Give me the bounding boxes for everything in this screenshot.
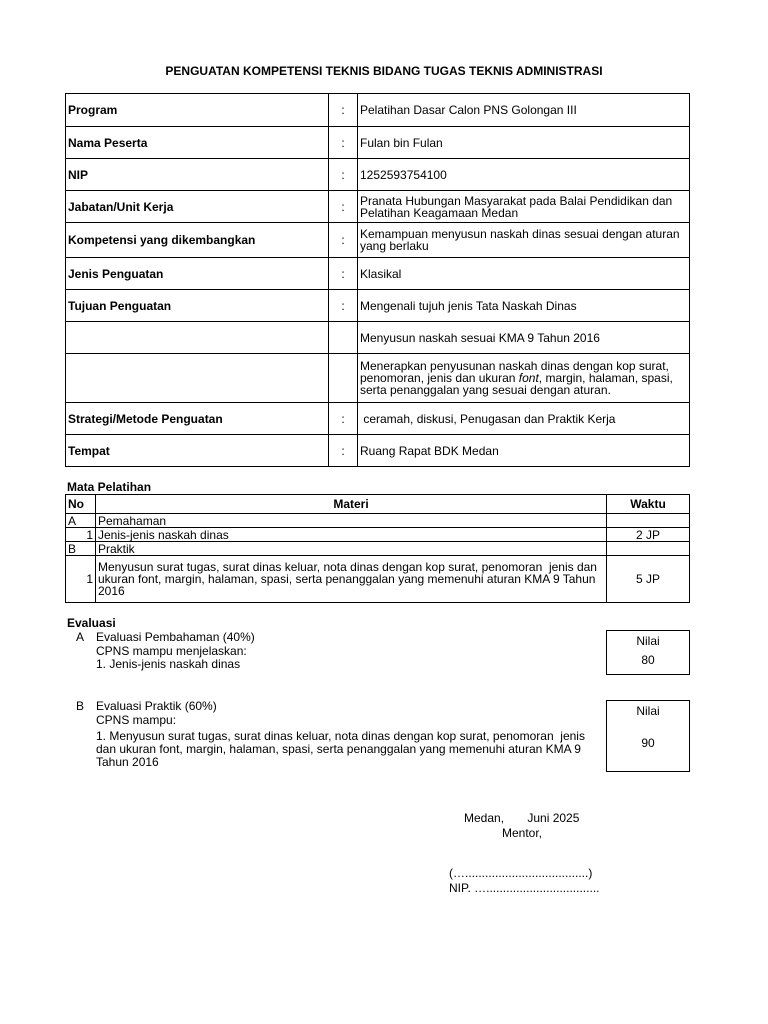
evaluasi-b-title: Evaluasi Praktik (60%) xyxy=(96,699,217,713)
info-value: 1252593754100 xyxy=(358,159,690,191)
info-colon: : xyxy=(329,403,358,435)
info-label: Jenis Penguatan xyxy=(66,258,329,290)
info-value: Mengenali tujuh jenis Tata Naskah Dinas xyxy=(358,290,690,322)
info-label: Jabatan/Unit Kerja xyxy=(66,191,329,223)
cell-waktu: 2 JP xyxy=(607,528,690,542)
cell-no: 1 xyxy=(66,528,96,542)
evaluasi-b-intro: CPNS mampu: xyxy=(96,713,177,727)
evaluasi-heading: Evaluasi xyxy=(67,616,116,630)
info-value: Klasikal xyxy=(358,258,690,290)
info-colon: : xyxy=(329,290,358,322)
info-colon: : xyxy=(329,223,358,258)
info-label: Program xyxy=(66,94,329,127)
table-header-row xyxy=(66,495,690,514)
info-row-jenis xyxy=(66,258,690,290)
info-row-strategi xyxy=(66,403,690,435)
info-colon xyxy=(329,322,358,354)
info-row-jabatan xyxy=(66,191,690,223)
info-colon: : xyxy=(329,435,358,467)
table-row xyxy=(66,542,690,556)
table-row xyxy=(66,556,690,603)
info-label: NIP xyxy=(66,159,329,191)
cell-waktu: 5 JP xyxy=(607,556,690,603)
signature-place-date: Medan, Juni 2025 xyxy=(464,811,580,825)
info-colon: : xyxy=(329,127,358,159)
signature-name-line: (….....................................) xyxy=(449,866,593,880)
info-value: Ruang Rapat BDK Medan xyxy=(358,435,690,467)
info-value: ceramah, diskusi, Penugasan dan Praktik Kerja xyxy=(358,403,690,435)
info-label: Kompetensi yang dikembangkan xyxy=(66,223,329,258)
evaluasi-a-intro: CPNS mampu menjelaskan: xyxy=(96,644,247,658)
info-label xyxy=(66,354,329,403)
evaluasi-b-letter: B xyxy=(76,699,85,713)
cell-materi: Praktik xyxy=(96,542,607,556)
table-row xyxy=(66,528,690,542)
cell-no: B xyxy=(66,542,96,556)
nilai-score: 90 xyxy=(641,736,655,750)
nilai-box-a xyxy=(606,630,690,675)
info-row-nip xyxy=(66,159,690,191)
evaluasi-b-item: 1. Menyusun surat tugas, surat dinas keluar, nota dinas dengan kop surat, penomoran jenis dan ukuran font, margin, halaman, spasi, serta penanggalan yang memenuhi aturan KMA 9 Tahun 2016 xyxy=(96,729,589,769)
nilai-label: Nilai xyxy=(636,704,660,718)
info-table xyxy=(65,93,690,467)
info-row-tujuan xyxy=(66,290,690,322)
info-row-tujuan-2 xyxy=(66,322,690,354)
info-colon: : xyxy=(329,94,358,127)
info-value: Pelatihan Dasar Calon PNS Golongan III xyxy=(358,94,690,127)
info-colon: : xyxy=(329,258,358,290)
info-label xyxy=(66,322,329,354)
document-title: PENGUATAN KOMPETENSI TEKNIS BIDANG TUGAS TEKNIS ADMINISTRASI xyxy=(165,64,603,78)
signature-role: Mentor, xyxy=(502,826,543,840)
info-value: Pranata Hubungan Masyarakat pada Balai Pendidikan dan Pelatihan Keagamaan Medan xyxy=(358,191,690,223)
nilai-score: 80 xyxy=(641,653,655,667)
cell-waktu xyxy=(607,542,690,556)
mata-pelatihan-table xyxy=(65,494,690,603)
mata-pelatihan-heading: Mata Pelatihan xyxy=(67,480,152,494)
cell-materi: Jenis-jenis naskah dinas xyxy=(96,528,607,542)
info-colon: : xyxy=(329,159,358,191)
info-colon: : xyxy=(329,191,358,223)
info-value: Menyusun naskah sesuai KMA 9 Tahun 2016 xyxy=(358,322,690,354)
value-text: Menerapkan penyusunan naskah dinas dengan kop surat, penomoran, jenis dan ukuran xyxy=(360,359,669,385)
nilai-label: Nilai xyxy=(636,634,660,648)
table-row xyxy=(66,514,690,528)
info-value xyxy=(358,354,690,403)
info-value: Fulan bin Fulan xyxy=(358,127,690,159)
header-no: No xyxy=(66,495,96,514)
info-label: Nama Peserta xyxy=(66,127,329,159)
header-materi: Materi xyxy=(96,495,607,514)
evaluasi-a-letter: A xyxy=(76,630,85,644)
value-text: , margin, halaman, spasi, serta penanggalan yang sesuai dengan aturan. xyxy=(360,371,673,397)
info-value: Kemampuan menyusun naskah dinas sesuai dengan aturan yang berlaku xyxy=(358,223,690,258)
info-label: Tujuan Penguatan xyxy=(66,290,329,322)
info-row-nama xyxy=(66,127,690,159)
header-waktu: Waktu xyxy=(607,495,690,514)
info-row-kompetensi xyxy=(66,223,690,258)
info-label: Tempat xyxy=(66,435,329,467)
info-row-tujuan-3 xyxy=(66,354,690,403)
evaluasi-a-title: Evaluasi Pembahaman (40%) xyxy=(96,630,255,644)
cell-no: 1 xyxy=(66,556,96,603)
cell-waktu xyxy=(607,514,690,528)
evaluasi-a-item: 1. Jenis-jenis naskah dinas xyxy=(96,657,241,671)
cell-materi: Menyusun surat tugas, surat dinas keluar, nota dinas dengan kop surat, penomoran jenis dan ukuran font, margin, halaman, spasi, serta penanggalan yang memenuhi aturan KMA 9 Tahun 2016 xyxy=(96,556,607,603)
info-row-program xyxy=(66,94,690,127)
nilai-box-b xyxy=(606,700,690,772)
value-italic: font xyxy=(518,371,539,385)
signature-nip-line: NIP. ….................................. xyxy=(449,881,600,895)
info-row-tempat xyxy=(66,435,690,467)
cell-no: A xyxy=(66,514,96,528)
cell-materi: Pemahaman xyxy=(96,514,607,528)
info-label: Strategi/Metode Penguatan xyxy=(66,403,329,435)
info-colon xyxy=(329,354,358,403)
